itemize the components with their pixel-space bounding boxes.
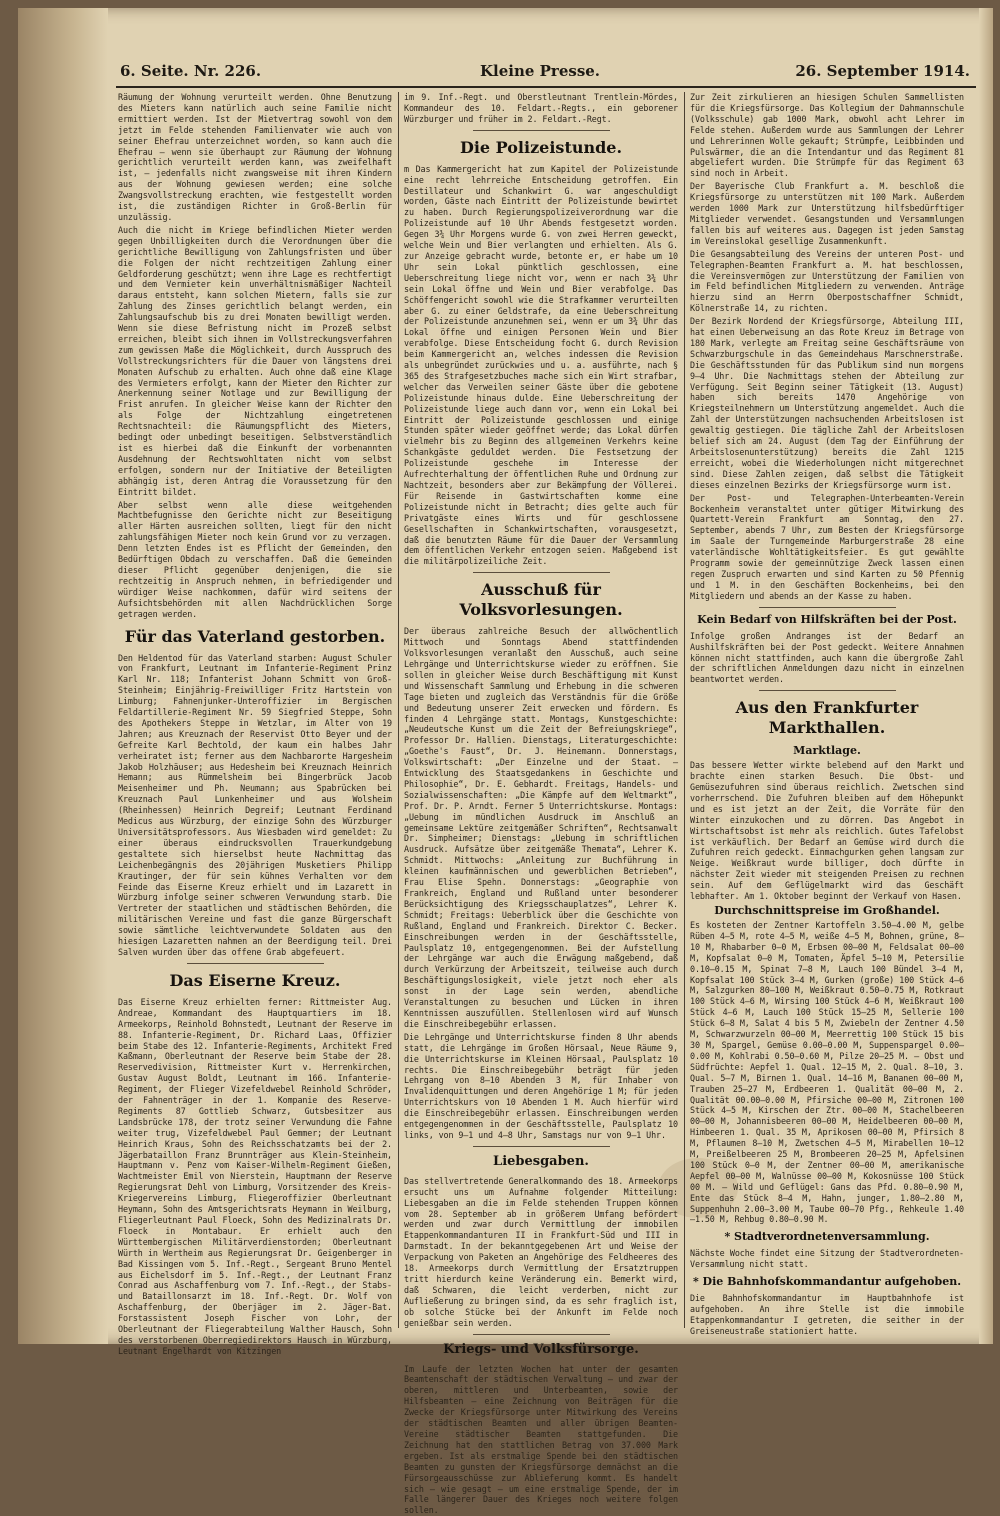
article-paragraph: im 9. Inf.-Regt. und Oberstleutnant Trentlein-Mördes, Kommandeur des 10. Feldart.-Regts., ein geborener Würzburger und früher im 2. Feldart.-Regt. <box>404 92 678 124</box>
divider <box>187 963 324 964</box>
article-paragraph: Auch die nicht im Kriege befindlichen Mieter werden gegen Unbilligkeiten durch die Verordnungen über die gerichtliche Bewilligung von Zahlungsfristen und über die Folgen der nicht rechtzeitigen Zahlung einer Geldforderung geschützt; wenn ihre Lage es rechtfertigt und dem Vermieter kein unverhältnismäßiger Nachteil daraus entsteht, kann solchen Mietern, falls sie zur Zahlung des Zinses gerichtlich belangt werden, ein Zahlungsaufschub bis zu drei Monaten bewilligt werden. Wenn sie diese Befristung nicht im Prozeß selbst erreichen, bleibt sich ihnen im Vollstreckungsverfahren zum gewissen Maße die Möglichkeit, durch Ausspruch des Vollstreckungsrichters für die Dauer von längstens drei Monaten Aufschub zu erhalten. Auch ohne daß eine Klage des Vermieters erfolgt, kann der Mieter den Richter zur Anerkennung seiner Notlage und zur Bewilligung der Frist anrufen. In gleicher Weise kann der Richter den als Folge der Nichtzahlung eingetretenen Rechtsnachteil: die Räumungspflicht des Mieters, bedingt oder unbedingt beseitigen. Selbstverständlich ist es hierbei daß die Einkunft der vorbenannten Ausdehnung der Rechtswohltaten nicht vom selbst erfolgen, sondern nur der Initiative der Beteiligten abhängig ist, deren Antrag die Voraussetzung für den Eintritt bildet. <box>118 224 392 497</box>
newspaper-title: Kleine Presse. <box>480 62 601 80</box>
section-heading: Das Eiserne Kreuz. <box>169 970 341 990</box>
section-heading: Aus den Frankfurter Markthallen. <box>735 698 919 738</box>
page-edge <box>979 8 993 1344</box>
section-heading: Die Polizeistunde. <box>459 137 623 157</box>
subheading: Durchschnittspreise im Großhandel. <box>714 904 940 917</box>
article-paragraph: Der überaus zahlreiche Besuch der allwöchentlich Mittwoch und Sonntags Abend stattfindenden Volksvorlesungen veranlaßt den Ausschuß, auch seine Lehrgänge und Unterrichtskurse wieder zu eröffnen. Sie sollen in gleicher Weise durch Beschäftigung mit Kunst und Wissenschaft Sammlung und Erhebung in die schweren Tage bieten und zugleich das Verständnis für die Größe und Bedeutung unserer Zeit erwecken und fördern. Es finden 4 Lehrgänge statt. Montags, Kunstgeschichte: „Neudeutsche Kunst um die Zeit der Befreiungskriege“, Professor Dr. Hallien. Dienstags, Literaturgeschichte: „Goethe's Faust“, Dr. J. Heinemann. Donnerstags, Volkswirtschaft: „Der Einzelne und der Staat. — Entwicklung des Staatsgedankens in Geschichte und Philosophie“, Dr. E. Gebhardt. Freitags, Handels- und Sozialwissenschaften: „Die Kämpfe auf dem Weltmarkt“, Prof. Dr. P. Arndt. Ferner 5 Unterrichtskurse. Montags: „Uebung im mündlichen Ausdruck im Anschluß an gemeinsame Lektüre zeitgemäßer Schriften“, Rechtsanwalt Dr. Simpheimer; Dienstags: „Uebung im schriftlichen Ausdruck. Aufsätze über zeitgemäße Themata“, Lehrer K. Schmidt. Mittwochs: „Anleitung zur Buchführung in kleinen kaufmännischen und gewerblichen Betrieben“, Frau Elise Spehn. Donnerstags: „Geographie von Frankreich, England und Rußland unter besonderer Berücksichtigung des Kriegsschauplatzes“, Lehrer K. Schmidt; Freitags: Ueberblick über die Geschichte von Rußland, England und Frankreich. Direktor C. Becker. Einschreibungen werden in der Geschäftsstelle, Paulsplatz 10, entgegengenommen. Bei der Aufstellung der Lehrgänge war auch die Erwägung maßgebend, daß durch Verkürzung der Arbeitszeit, teilweise auch durch Beschäftigungslosigkeit, viele jetzt noch eher als sonst in der Lage sein werden, abendliche Veranstaltungen zu besuchen und Lücken in ihren Kenntnissen auszufüllen. Stellenlosen wird auf Wunsch die Einschreibegebühr erlassen. <box>404 626 678 1029</box>
column-1 <box>118 92 392 1356</box>
article-paragraph: Zur Zeit zirkulieren an hiesigen Schulen Sammellisten für die Kriegsfürsorge. Das Kollegium der Dahmannschule (Volksschule) gab 1000 Mark, obwohl acht Lehrer im Felde stehen. Außerdem wurde aus Sammlungen der Lehrer und Lehrerinnen Wolle gekauft; Strümpfe, Leibbinden und Pulswärmer, die an die Intendantur und das Regiment 81 abgeliefert wurden. Die Strümpfe für das Regiment 63 sind noch in Arbeit. <box>690 92 964 179</box>
article-paragraph: Der Post- und Telegraphen-Unterbeamten-Verein Bockenheim veranstaltet unter gütiger Mitwirkung des Quartett-Verein Frankfurt am Sonntag, den 27. September, abends 7 Uhr, zum Besten der Kriegsfürsorge im Saale der Turngemeinde Marburgerstraße 28 eine vaterländische Wohltätigkeitsfeier. Es gut gewählte Programm sowie der gemeinnützige Zweck lassen einen regen Zuspruch erwarten und sind Karten zu 50 Pfennig und 1 M. in den Geschäften Bockenheims, bei den Mitgliedern und abends an der Kasse zu haben. <box>690 492 964 601</box>
price-list: Es kosteten der Zentner Kartoffeln 3.50—4.00 M, gelbe Rüben 4—5 M, rote 4—5 M, weiße 4—5 M, Bohnen, grüne, 8—10 M, Rhabarber 0—0 M, Erbsen 00—00 M, Feldsalat 00—00 M, Kopfsalat 0—0 M, Tomaten, Äpfel 5—10 M, Petersilie 0.10—0.15 M, Spinat 7—8 M, Lauch 100 Bündel 3—4 M, Kopfsalat 100 Stück 3—4 M, Gurken (große) 100 Stück 4—6 M, Salzgurken 80—100 M, Weißkraut 0.50—0.75 M, Rotkraut 100 Stück 4—6 M, Wirsing 100 Stück 4—6 M, Weißkraut 100 Stück 4—6 M, Lauch 100 Stück 15—25 M, Sellerie 100 Stück 6—8 M, Salat 4 bis 5 M, Zwiebeln der Zentner 4.50 M, Schwarzwurzeln 00—00 M, Meerrettig 100 Stück 15 bis 30 M, Spargel, Gemüse 0.00—0.00 M, Suppenspargel 0.00—0.00 M, Kohlrabi 0.50—0.60 M, Pilze 20—25 M. — Obst und Südfrüchte: Aepfel 1. Qual. 12—15 M, 2. Qual. 8—10, 3. Qual. 5—7 M, Birnen 1. Qual. 14—16 M, Bananen 00—00 M, Trauben 25—27 M, Erdbeeren 1. Qualität 00—00 M, 2. Qualität 00.00—0.00 M, Pfirsiche 00—00 M, Zitronen 100 Stück 4—5 M, Kirschen der Ztr. 00—00 M, Stachelbeeren 00—00 M, Johannisbeeren 00—00 M, Heidelbeeren 00—00 M, Himbeeren 1. Qual. 35 M, Aprikosen 00—00 M, Pfirsich 8 M, Pflaumen 8—10 M, Zwetschen 4—5 M, Mirabellen 10—12 M, Preißelbeeren 25 M, Brombeeren 20—25 M, Apfelsinen 100 Stück 0—0 M, der Zentner 00—00 M, amerikanische Aepfel 00—00 M, Walnüsse 00—00 M, Kokosnüsse 100 Stück 00 M. — Wild und Geflügel: Gans das Pfd. 0.80—0.90 M, Ente das Stück 8—4 M, Hahn, junger, 1.80—2.80 M, Suppenhuhn 2.00—3.00 M, Taube 00—70 Pfg., Rehkeule 1.40—1.50 M, Rehbug 0.80—0.90 M. <box>690 920 964 1225</box>
article-paragraph: Das bessere Wetter wirkte belebend auf den Markt und brachte einen starken Besuch. Die Obst- und Gemüsezufuhren sind überaus reichlich. Zwetschen sind vorherrschend. Die Zufuhren bleiben auf dem Höhepunkt und es ist jetzt an der Zeit, die Vorräte für den Winter einzukochen und zu dörren. Das Angebot in Wirtschaftsobst ist mehr als reichlich. Gutes Tafelobst ist verkäuflich. Der Bedarf an Gemüse wird durch die Zufuhren reich gedeckt. Einmachgurken gehen langsam zur Neige. Weißkraut wurde billiger, doch dürfte in nächster Zeit wieder mit steigenden Preisen zu rechnen sein. Auf dem Geflügelmarkt wird das Geschäft lebhafter. Am 1. Oktober beginnt der Verkauf von Hasen. <box>690 760 964 902</box>
article-paragraph: Infolge großen Andranges ist der Bedarf an Aushilfskräften bei der Post gedeckt. Weitere Annahmen können nicht stattfinden, auch kann die übergroße Zahl der schriftlichen Anmeldungen dazu nicht in einzelnen beantwortet werden. <box>690 630 964 685</box>
subheading: Marktlage. <box>793 744 861 758</box>
page-header <box>120 62 976 84</box>
article-paragraph: m Das Kammergericht hat zum Kapitel der Polizeistunde eine recht lehrreiche Entscheidung getroffen. Ein Destillateur und Schankwirt G. war angeschuldigt worden, Gäste nach Eintritt der Polizeistunde bewirtet zu haben. Durch Regierungspolizeiverordnung war die Polizeistunde auf 10 Uhr Abends festgesetzt worden. Gegen 3¾ Uhr Morgens wurde G. von zwei Herren geweckt, welche Wein und Bier verlangten und erhielten. Als G. zur Anzeige gebracht wurde, betonte er, er habe um 10 Uhr sein Lokal pünktlich geschlossen, eine Ueberschreitung liege nicht vor, wenn er nach 3¾ Uhr sein Lokal öffne und Wein und Bier verabfolge. Das Schöffengericht sowohl wie die Strafkammer verurteilten aber G. zu einer Geldstrafe, da eine Ueberschreitung der Polizeistunde anzunehmen sei, wenn er um 3¾ Uhr das Lokal öffne und einigen Personen Wein und Bier verabfolge. Diese Entscheidung focht G. durch Revision beim Kammergericht an, welches indessen die Revision als unbegründet zurückwies und u. a. ausführte, nach § 365 des Strafgesetzbuches mache sich ein Wirt strafbar, welcher das Verweilen seiner Gäste über die gebotene Polizeistunde hinaus dulde. Eine Ueberschreitung der Polizeistunde liege auch dann vor, wenn ein Lokal bei Eintritt der Polizeistunde geschlossen und einige Stunden später wieder geöffnet werde; das Lokal dürfen vielmehr bis zu Beginn des allgemeinen Verkehrs keine Schankgäste geduldet werden. Die Festsetzung der Polizeistunde geschehe im Interesse der Aufrechterhaltung der öffentlichen Ruhe und Ordnung zur Nachtzeit, besonders aber zur Bekämpfung der Völlerei. Für Reisende in Gastwirtschaften komme eine Polizeistunde nicht in Betracht; dies gelte auch für Privatgäste eines Wirts und für geschlossene Gesellschaften in Schankwirtschaften, vorausgesetzt, daß die benutzten Räume für die Dauer der Versammlung dem öffentlichen Verkehr entzogen seien. Maßgebend ist die militärpolizeiliche Zeit. <box>404 163 678 567</box>
section-heading: Ausschuß für Volksvorlesungen. <box>459 580 623 620</box>
section-heading: * Stadtverordnetenversammlung. <box>724 1230 930 1244</box>
divider <box>473 130 610 131</box>
section-heading: Kriegs- und Volksfürsorge. <box>443 1341 639 1357</box>
column-3 <box>690 92 964 1336</box>
divider <box>473 572 610 573</box>
divider <box>473 1334 610 1335</box>
column-rule <box>398 92 399 1328</box>
section-heading: Für das Vaterland gestorben. <box>124 626 386 646</box>
article-paragraph: Der Bayerische Club Frankfurt a. M. beschloß die Kriegsfürsorge zu unterstützen mit 100 Mark. Außerdem werden 1000 Mark zur Unterstützung hilfsbedürftiger Mitglieder verwendet. Gesangstunden und Versammlungen fallen bis auf weiteres aus. Dagegen ist jeden Samstag im Vereinslokal gesellige Zusammenkunft. <box>690 181 964 246</box>
article-paragraph: Im Laufe der letzten Wochen hat unter der gesamten Beamtenschaft der städtischen Verwaltung — und zwar der oberen, mittleren und Unterbeamten, sowie der Hilfsbeamten — eine Zeichnung von Beiträgen für die Zwecke der Kriegsfürsorge unter Mitwirkung des Vereins der städtischen Beamten und aller übrigen Beamten-Vereine städtischer Beamten stattgefunden. Die Zeichnung hat den stattlichen Betrag von 37.000 Mark ergeben. Ist als erstmalige Spende bei den städtischen Beamten zu gunsten der Kriegsfürsorge demnächst an die Fürsorgeausschüsse zur Ablieferung kommt. Es handelt sich — wie gesagt — um eine erstmalige Spende, der im Falle längerer Dauer des Krieges noch weitere folgen sollen. <box>404 1363 678 1516</box>
issue-date: 26. September 1914. <box>795 62 970 80</box>
article-paragraph: Die Gesangsabteilung des Vereins der unteren Post- und Telegraphen-Beamten Frankfurt a. M. hat beschlossen, die Vereinsvermögen zur Unterstützung der Familien von im Feld befindlichen Mitgliedern zu verwenden. Anträge hierzu sind an Herrn Oberpostschaffner Schmidt, Kölnerstraße 14, zu richten. <box>690 248 964 314</box>
article-paragraph: Aber selbst wenn alle diese weitgehenden Machtbefugnisse den Gerichte nicht zur Beseitigung aller Härten ausreichen sollten, liegt für den nicht zahlungsfähigen Mieter noch kein Grund vor zu verzagen. Denn letzten Endes ist es Pflicht der Gemeinden, den Bedürftigen Obdach zu verschaffen. Daß die Gemeinden dieser Pflicht gegenüber denjenigen, die sie rechtzeitig in Anspruch nehmen, in befriedigender und würdiger Weise nachkommen, dafür wird seitens der Aufsichtsbehörden mit allen Nachdrücklichen Sorge getragen werden. <box>118 499 392 619</box>
article-paragraph: Die Lehrgänge und Unterrichtskurse finden 8 Uhr abends statt, die Lehrgänge im Großen Hörsaal, Neue Räume 9, die Unterrichtskurse im Kleinen Hörsaal, Paulsplatz 10 rechts. Die Einschreibegebühr beträgt für jeden Lehrgang von 8—10 Abenden 3 M, für Inhaber von Invalidenquittungen und deren Angehörige 1 M; für jeden Unterrichtskurs von 10 Abenden 1 M. Auch hierfür wird die Einschreibegebühr erlassen. Einschreibungen werden entgegengenommen in der Geschäftsstelle, Paulsplatz 10 links, von 9—1 und 4—8 Uhr, Samstags nur von 9—1 Uhr. <box>404 1031 678 1140</box>
article-paragraph: Die Bahnhofskommandantur im Hauptbahnhofe ist aufgehoben. An ihre Stelle ist die immobile Etappenkommandantur I getreten, die seither in der Greiseneustraße stationiert hatte. <box>690 1293 964 1336</box>
article-paragraph: Nächste Woche findet eine Sitzung der Stadtverordneten-Versammlung nicht statt. <box>690 1248 964 1270</box>
header-rule <box>116 86 976 88</box>
section-heading: * Die Bahnhofskommandantur aufgehoben. <box>692 1275 962 1289</box>
book-binding <box>18 8 108 1344</box>
section-heading: Kein Bedarf von Hilfskräften bei der Post. <box>697 612 957 626</box>
column-rule <box>684 92 685 1328</box>
section-heading: Liebesgaben. <box>493 1153 589 1169</box>
article-paragraph: Den Heldentod für das Vaterland starben: August Schuler von Frankfurt, Leutnant im Infanterie-Regiment Prinz Karl Nr. 118; Infanterist Johann Schmitt von Groß-Steinheim; Einjährig-Freiwilliger Fritz Hartstein von Limburg; Fahnenjunker-Unteroffizier im Bergischen Feldartillerie-Regiment Nr. 59 Siegfried Steppe, Sohn des Apothekers Steppe in Wetzlar, im Alter von 19 Jahren; aus Kreuznach der Reservist Otto Beyer und der Gefreite Karl Bechtold, der kaum ein halbes Jahr verheiratet ist; ferner aus dem Nachbarorte Hargesheim Jakob Holzhäuser; aus Hedesheim bei Kreuznach Heinrich Hemann; aus Rümmelsheim bei Bingerbrück Jacob Meisenheimer und Ph. Neumann; aus Spabrücken bei Kreuznach Paul Lunkenheimer und aus Wolsheim (Rheinhessen) Heinrich Degreif; Leutnant Ferdinand Medicus aus Würzburg, der einzige Sohn des Würzburger Universitätsprofessors. Aus Wiesbaden wird gemeldet: Zu einer überaus eindrucksvollen Trauerkundgebung gestaltete sich hierselbst heute Nachmittag das Leichenbegängnis des 20jährigen Musketiers Philipp Krautinger, der für sein kühnes Verhalten vor dem Feinde das Eiserne Kreuz erhielt und im Lazarett in Würzburg infolge seiner schweren Verwundung starb. Die Vertreter der staatlichen und städtischen Behörden, die militärischen Vereine und fast die ganze Bürgerschaft sowie sämtliche leichtverwundete Soldaten aus den hiesigen Lazaretten nahmen an der Beerdigung teil. Drei Salven wurden über das offene Grab abgefeuert. <box>118 652 392 957</box>
divider <box>473 1146 610 1147</box>
column-2 <box>404 92 678 1516</box>
article-paragraph: Räumung der Wohnung verurteilt werden. Ohne Benutzung des Mieters kann natürlich auch seine Familie nicht ermittiert werden. Ist der Mietvertrag sowohl von dem jetzt im Felde stehenden Familienvater wie auch von seiner Ehefrau unterzeichnet worden, so kann auch die Ehefrau — wenn sie überhaupt zur Räumung der Wohnung gerichtlich verurteilt werden kann, was zweifelhaft ist, — jedenfalls nicht zwangsweise mit ihren Kindern aus der Wohnung gewiesen werden; eine solche Zwangsvollstreckung erachten, wie festgestellt worden ist, die zuständigen Richter in Groß-Berlin für unzulässig. <box>118 92 392 222</box>
article-paragraph: Das stellvertretende Generalkommando des 18. Armeekorps ersucht uns um Aufnahme folgender Mitteilung: Liebesgaben an die im Felde stehenden Truppen können vom 28. September ab in größerem Umfang befördert werden und zwar durch Vermittlung der immobilen Etappenkommandanturen II in Frankfurt-Süd und III in Darmstadt. In der bekanntgegebenen Art und Weise der Verpackung von Paketen an Angehörige des Feldheeres des 18. Armeekorps durch Vermittlung der Ersatztruppen tritt hierdurch keine Veränderung ein. Bemerkt wird, daß Schwaren, die leicht verderben, nicht zur Aufließerung zu bringen sind, da es sehr fraglich ist, ob solche Stücke bei der Ankunft im Felde noch genießbar sein werden. <box>404 1175 678 1328</box>
page-number-issue: 6. Seite. Nr. 226. <box>120 62 262 80</box>
divider <box>759 690 896 691</box>
divider <box>759 607 896 608</box>
article-paragraph: Das Eiserne Kreuz erhielten ferner: Rittmeister Aug. Andreae, Kommandant des Hauptquartiers im 18. Armeekorps, Reinhold Bohnstedt, Leutnant der Reserve im 88. Infanterie-Regiment, Dr. Richard Laas, Offizier beim Stabe des 12. Infanterie-Regiments, Architekt Fred Kaßmann, Oberleutnant der Reserve beim Stabe der 28. Reservedivision, Rittmeister Kurt v. Herrenkirchen, Gustav August Boldt, Leutnant im 166. Infanterie-Regiment, der Flieger Vizefeldwebel Reinhold Schröder, der Fahnenträger in der 1. Kompanie des Reserve-Regiments 87 Gottlieb Schwarz, Gutsbesitzer aus Landsbrücke 178, der trotz seiner Verwundung die Fahne weiter trug, Vizefeldwebel Paul Gemmer; der Leutnant Heinrich Kraus, Sohn des Reichsschatzamts bei der 2. Jägerbataillon Franz Brunnträger aus Klein-Steinheim, Hauptmann v. Penz vom Kaiser-Wilhelm-Regiment Gießen, Wachtmeister Emil von Nierstein, Hauptmann der Reserve Regierungsrat Dehl von Limburg, Vorsitzender des Kreis-Kriegervereins Limburg, Fliegeroffizier Oberleutnant Heymann, Sohn des Amtsgerichtsrats Heymann in Weilburg, Fliegerleutnant Paul Floeck, Sohn des Medizinalrats Dr. Floeck in Montabaur. Er erhielt auch den Württembergischen Militärverdienstorden; Oberleutnant Würth in Wertheim aus Regierungsrat Dr. Geigenberger in Bad Kissingen vom 5. Inf.-Regt., Sergeant Bruno Mentel aus Eichelsdorf im 5. Inf.-Regt., der Leutnant Franz Conrad aus Aschaffenburg vom 7. Inf.-Regt., der Stabs- und Bataillonsarzt im 18. Inf.-Regt. Dr. Wolf von Aschaffenburg, der Oberjäger im 2. Jäger-Bat. Forstassistent Joseph Fischer von Lohr, der Oberleutnant der Fliegerabteilung Walther Hausch, Sohn des verstorbenen Oberregiedirektors Hausch in Würzburg, Leutnant Engelhardt von Kitzingen <box>118 996 392 1356</box>
article-paragraph: Der Bezirk Nordend der Kriegsfürsorge, Abteilung III, hat einen Ueberweisung an das Rote Kreuz im Betrage von 180 Mark, verlegte am Freitag seine Geschäftsräume von Schwarzburgschule in das Gemeindehaus Marschnerstraße. Die Geschäftsstunden für das Publikum sind nun morgens 9—4 Uhr. Die Nachmittags stehen der Abteilung zur Verfügung. Seit Beginn seiner Tätigkeit (13. August) haben sich bereits 1470 Angehörige von Kriegsteilnehmern um Unterstützung angemeldet. Auch die Zahl der Unterstützungen nachsuchenden Arbeitslosen ist gewaltig gestiegen. Die tägliche Zahl der Arbeitslosen belief sich am 24. August (dem Tag der Einführung der Arbeitslosenunterstützung) bereits die Zahl 1215 erreicht, wobei die Wiederholungen nicht mitgerechnet sind. Diese Zahlen zeigen, daß selbst die Tätigkeit dieses einzelnen Bezirks der Kriegsfürsorge wurm ist. <box>690 316 964 490</box>
